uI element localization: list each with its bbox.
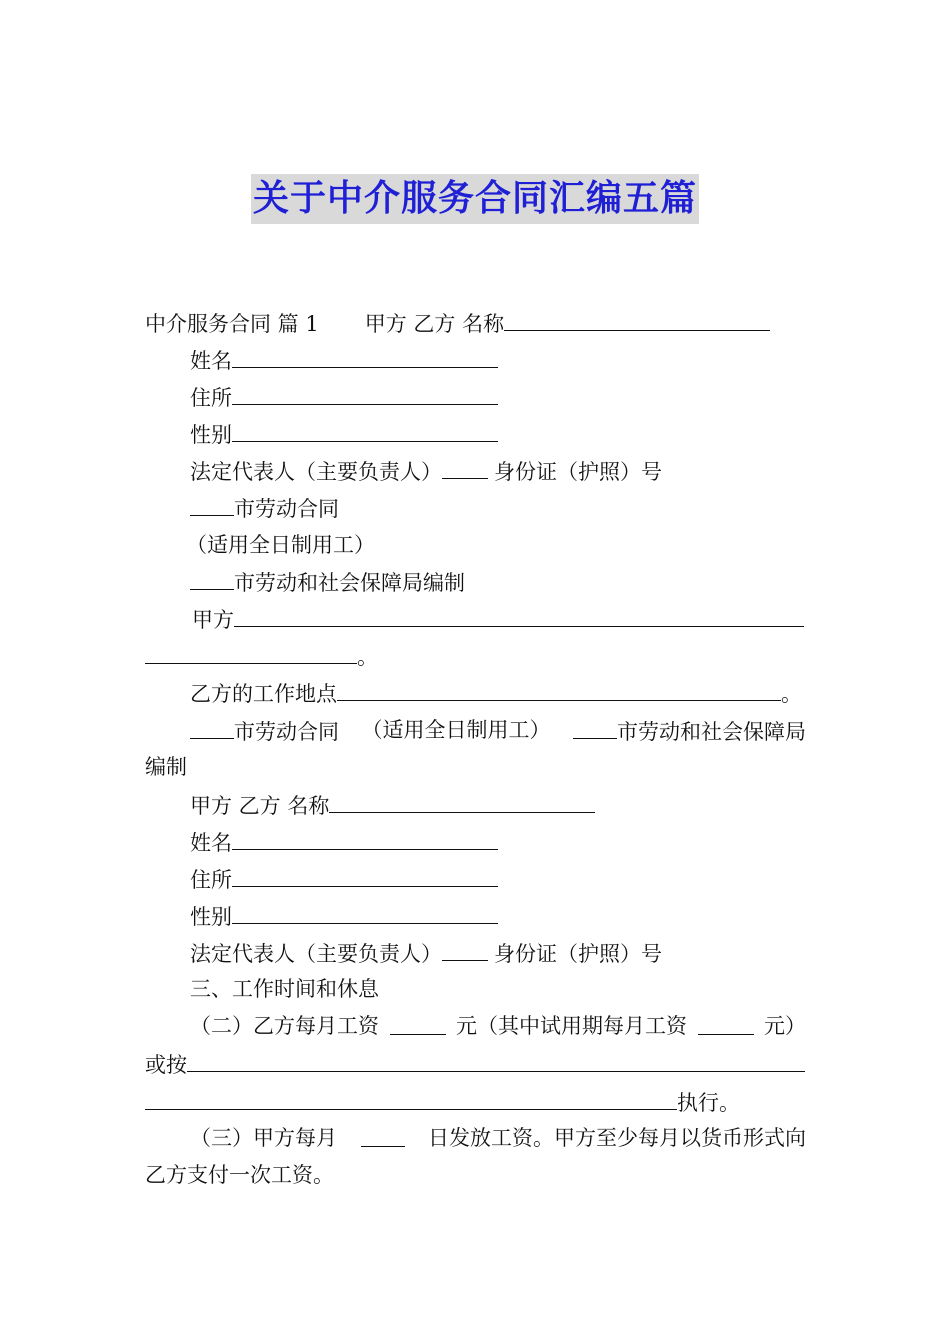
section-heading: 中介服务合同 篇 1 (145, 312, 319, 336)
text-line (190, 901, 498, 931)
gender-label: 性别 (190, 905, 232, 929)
name-label: 姓名 (190, 349, 232, 373)
payment-rule-label: 日发放工资。甲方至少每月以货币形式向 (428, 1126, 806, 1150)
payment-text: 乙方支付一次工资。 (145, 1163, 334, 1187)
text-line (190, 1012, 806, 1040)
compiled-label: 编制 (145, 755, 187, 779)
text-line (145, 641, 378, 671)
text-line (190, 827, 498, 857)
blank-field (232, 901, 498, 924)
period: 。 (357, 645, 378, 669)
title-wrap (0, 174, 950, 224)
blank-field (234, 604, 804, 627)
blank-field (573, 716, 617, 739)
text-line (186, 531, 375, 559)
legal-rep-label: 法定代表人（主要负责人） (190, 460, 442, 484)
work-location-label: 乙方的工作地点 (190, 682, 337, 706)
text-line (190, 938, 662, 968)
blank-field (145, 641, 357, 664)
text-line (190, 567, 465, 597)
blank-field (232, 419, 498, 442)
contract-label: 市劳动合同 (234, 720, 339, 744)
legal-rep-label: 法定代表人（主要负责人） (190, 942, 442, 966)
text-line (190, 419, 498, 449)
text-line (145, 1161, 334, 1189)
text-line (190, 456, 662, 486)
text-line (190, 345, 498, 375)
address-label: 住所 (190, 386, 232, 410)
address-label: 住所 (190, 868, 232, 892)
text-line (190, 790, 595, 820)
text-line (145, 1087, 740, 1117)
name-label: 姓名 (190, 831, 232, 855)
text-line (192, 604, 804, 634)
text-line (190, 716, 806, 746)
blank-field (442, 938, 488, 961)
yuan-label: 元） (764, 1014, 806, 1038)
text-line (190, 382, 498, 412)
blank-field (190, 567, 234, 590)
blank-field (232, 345, 498, 368)
blank-field (329, 790, 595, 813)
text-line (190, 975, 379, 1003)
text-line (190, 678, 802, 708)
gender-label: 性别 (190, 423, 232, 447)
blank-field (145, 1087, 677, 1110)
blank-field (698, 1012, 754, 1035)
blank-field (190, 493, 234, 516)
payday-label: （三）甲方每月 (190, 1126, 337, 1150)
blank-field (232, 827, 498, 850)
text-line (145, 1049, 805, 1079)
contract-label: 市劳动合同 (234, 497, 339, 521)
blank-field (390, 1012, 446, 1035)
blank-field (361, 1124, 405, 1147)
text-line (190, 493, 339, 523)
blank-field (232, 382, 498, 405)
party-name-label: 甲方 乙方 名称 (190, 794, 330, 818)
salary-label: （二）乙方每月工资 (190, 1014, 379, 1038)
text-line (190, 1124, 806, 1152)
blank-field (337, 678, 781, 701)
text-line (190, 864, 498, 894)
period: 。 (781, 682, 802, 706)
execute-label: 执行。 (677, 1091, 740, 1115)
scope-label: （适用全日制用工） (186, 533, 375, 557)
party-name-label: 甲方 乙方 名称 (364, 312, 505, 336)
id-label: 身份证（护照）号 (494, 460, 662, 484)
probation-label: 元（其中试用期每月工资 (456, 1014, 687, 1038)
document-title: 关于中介服务合同汇编五篇 (251, 174, 699, 224)
text-line (145, 753, 187, 781)
scope-label: （适用全日制用工） (361, 718, 551, 742)
or-label: 或按 (145, 1053, 187, 1077)
text-line (145, 308, 770, 338)
bureau-label: 市劳动和社会保障局 (617, 720, 806, 744)
bureau-label: 市劳动和社会保障局编制 (234, 571, 465, 595)
blank-field (232, 864, 498, 887)
blank-field (442, 456, 488, 479)
blank-field (504, 308, 770, 331)
blank-field (187, 1049, 805, 1072)
blank-field (190, 716, 234, 739)
id-label: 身份证（护照）号 (494, 942, 662, 966)
section-heading: 三、工作时间和休息 (190, 977, 379, 1001)
party-a-label: 甲方 (192, 608, 234, 632)
